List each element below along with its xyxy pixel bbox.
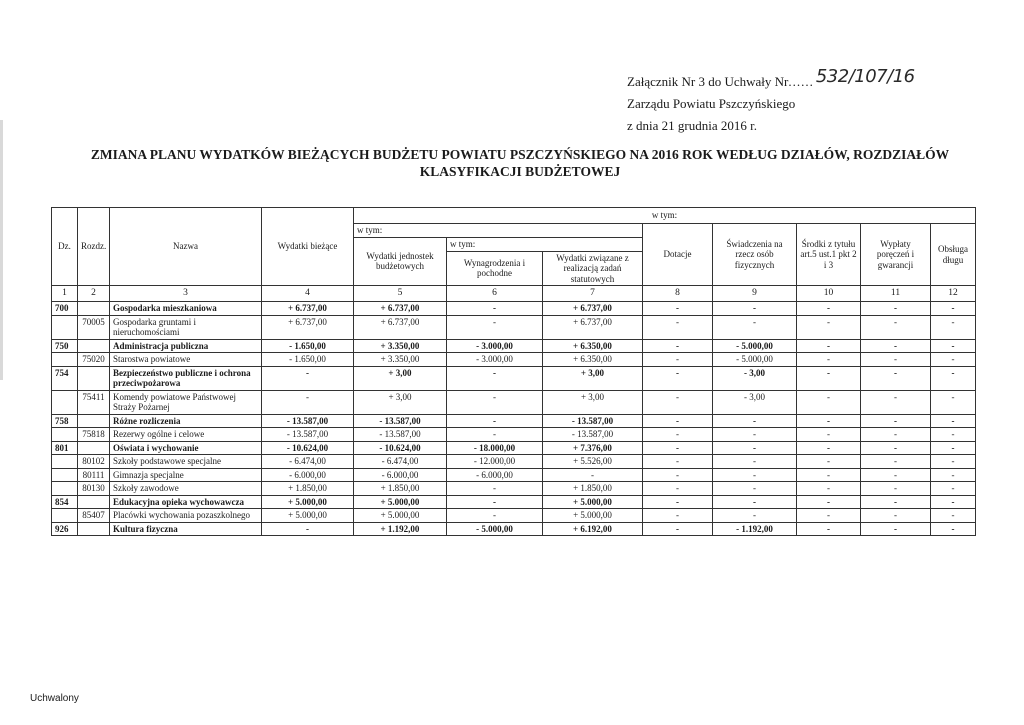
row-value-cell: - [797,414,861,428]
row-value-cell: - 6.474,00 [354,455,447,469]
table-row-section [52,339,976,353]
row-value-cell: - [447,315,543,339]
row-value-cell: - 5.000,00 [713,353,797,367]
row-value-cell: - 6.474,00 [262,455,354,469]
row-dz-cell: 758 [52,414,78,428]
row-rozdz-cell: 80102 [78,455,110,469]
row-value-cell: - [797,366,861,390]
header-rozdz: Rozdz. [78,208,110,286]
row-value-cell: - [643,482,713,496]
table-row-subsection [52,428,976,442]
header-w-tym-mid: w tym: [354,224,643,238]
attachment-board-line: Zarządu Powiatu Pszczyńskiego [627,96,796,111]
row-rozdz-cell [78,339,110,353]
budget-table-body [52,302,976,536]
row-value-cell: - [931,315,976,339]
row-rozdz-cell: 75818 [78,428,110,442]
table-row-section [52,366,976,390]
row-dz-cell: 750 [52,339,78,353]
row-value-cell: + 6.737,00 [354,302,447,316]
footer-status-label: Uchwalony [30,693,79,704]
table-row-subsection [52,455,976,469]
row-value-cell: - [797,390,861,414]
row-value-cell: - [861,428,931,442]
row-value-cell: - 12.000,00 [447,455,543,469]
row-value-cell: - 3.000,00 [447,353,543,367]
row-value-cell: - [861,468,931,482]
row-dz-cell [52,455,78,469]
row-value-cell: - 3.000,00 [447,339,543,353]
row-value-cell: - [447,366,543,390]
table-row-section [52,414,976,428]
header-dotacje: Dotacje [643,224,713,286]
row-value-cell: - [447,390,543,414]
row-rozdz-cell [78,495,110,509]
row-value-cell: - 6.000,00 [262,468,354,482]
row-value-cell: - 5.000,00 [447,522,543,536]
row-name-cell: Administracja publiczna [110,339,262,353]
row-value-cell: - [861,455,931,469]
column-number-cell: 12 [931,286,976,302]
row-name-cell: Szkoły zawodowe [110,482,262,496]
header-nazwa: Nazwa [110,208,262,286]
budget-table-wrapper [51,207,975,536]
row-value-cell: - [447,495,543,509]
row-value-cell: - [861,482,931,496]
row-name-cell: Gospodarka mieszkaniowa [110,302,262,316]
row-value-cell: + 1.192,00 [354,522,447,536]
row-name-cell: Szkoły podstawowe specjalne [110,455,262,469]
row-dz-cell [52,482,78,496]
row-value-cell: - [262,366,354,390]
row-value-cell: + 6.350,00 [543,339,643,353]
header-w-tym-outer: w tym: [354,208,976,224]
table-row-subsection [52,482,976,496]
column-number-cell: 2 [78,286,110,302]
row-rozdz-cell: 75411 [78,390,110,414]
row-value-cell: - [643,455,713,469]
row-value-cell: - [861,366,931,390]
row-value-cell: - [262,390,354,414]
row-rozdz-cell: 85407 [78,509,110,523]
row-value-cell: + 6.737,00 [543,302,643,316]
budget-table [51,207,976,536]
table-row-section [52,495,976,509]
row-value-cell: - [543,468,643,482]
row-value-cell: + 5.000,00 [354,509,447,523]
row-value-cell: - [447,428,543,442]
row-value-cell: - [797,428,861,442]
row-rozdz-cell [78,414,110,428]
header-wydatki-biezace: Wydatki bieżące [262,208,354,286]
row-value-cell: - [931,366,976,390]
column-number-cell: 1 [52,286,78,302]
row-dz-cell: 926 [52,522,78,536]
row-value-cell: - [931,428,976,442]
row-value-cell: + 1.850,00 [354,482,447,496]
row-name-cell: Bezpieczeństwo publiczne i ochrona przeciwpożarowa [110,366,262,390]
row-value-cell: - [643,414,713,428]
row-value-cell: - [861,339,931,353]
row-value-cell: - [797,353,861,367]
row-name-cell: Oświata i wychowanie [110,441,262,455]
row-value-cell: - [931,339,976,353]
row-dz-cell [52,315,78,339]
row-value-cell: + 6.737,00 [262,315,354,339]
row-value-cell: + 1.850,00 [262,482,354,496]
row-value-cell: - 6.000,00 [447,468,543,482]
row-value-cell: + 3,00 [543,366,643,390]
row-value-cell: + 5.526,00 [543,455,643,469]
row-value-cell: - 1.650,00 [262,353,354,367]
row-value-cell: - 13.587,00 [543,428,643,442]
budget-table-header [52,208,976,302]
row-value-cell: - 10.624,00 [354,441,447,455]
row-value-cell: - [797,482,861,496]
row-value-cell: - [643,468,713,482]
row-value-cell: - [643,509,713,523]
table-row-section [52,522,976,536]
row-dz-cell: 854 [52,495,78,509]
header-srodki: Środki z tytułu art.5 ust.1 pkt 2 i 3 [797,224,861,286]
row-value-cell: - [931,509,976,523]
row-value-cell: + 5.000,00 [543,495,643,509]
header-wynagrodzenia: Wynagrodzenia i pochodne [447,251,543,286]
row-value-cell: - [262,522,354,536]
row-name-cell: Rezerwy ogólne i celowe [110,428,262,442]
row-value-cell: - [643,390,713,414]
row-value-cell: + 5.000,00 [262,509,354,523]
row-value-cell: - [931,353,976,367]
row-value-cell: + 3.350,00 [354,353,447,367]
row-value-cell: - 3,00 [713,390,797,414]
row-value-cell: - [861,390,931,414]
row-dz-cell [52,468,78,482]
attachment-resolution-prefix: Załącznik Nr 3 do Uchwały Nr [627,74,789,89]
column-number-cell: 9 [713,286,797,302]
row-value-cell: - [861,315,931,339]
row-dz-cell [52,390,78,414]
row-dz-cell [52,509,78,523]
row-value-cell: - [713,509,797,523]
row-value-cell: - [931,468,976,482]
row-value-cell: - [447,302,543,316]
row-value-cell: - [643,339,713,353]
row-name-cell: Edukacyjna opieka wychowawcza [110,495,262,509]
row-value-cell: + 7.376,00 [543,441,643,455]
row-value-cell: - [643,428,713,442]
row-value-cell: + 5.000,00 [354,495,447,509]
row-value-cell: - [931,441,976,455]
row-value-cell: - [643,353,713,367]
row-rozdz-cell: 80111 [78,468,110,482]
row-value-cell: + 6.737,00 [262,302,354,316]
row-value-cell: - [797,522,861,536]
header-obsluga: Obsługa długu [931,224,976,286]
row-value-cell: - [713,414,797,428]
table-row-section [52,302,976,316]
row-value-cell: - [713,482,797,496]
row-value-cell: - [797,509,861,523]
column-number-cell: 10 [797,286,861,302]
attachment-date-line: z dnia 21 grudnia 2016 r. [627,118,757,133]
row-value-cell: - [797,468,861,482]
row-value-cell: - 13.587,00 [354,414,447,428]
table-row-subsection [52,353,976,367]
row-value-cell: - 13.587,00 [262,428,354,442]
document-title-line-1: ZMIANA PLANU WYDATKÓW BIEŻĄCYCH BUDŻETU POWIATU PSZCZYŃSKIEGO NA 2016 ROK WEDŁUG DZIAŁÓW, ROZDZIAŁÓW [90,147,950,162]
row-rozdz-cell: 75020 [78,353,110,367]
row-value-cell: - [861,353,931,367]
row-value-cell: + 6.737,00 [354,315,447,339]
row-value-cell: - [861,522,931,536]
row-rozdz-cell [78,522,110,536]
row-value-cell: + 5.000,00 [543,509,643,523]
row-value-cell: - [931,302,976,316]
row-value-cell: - [931,522,976,536]
table-row-subsection [52,509,976,523]
row-value-cell: - 1.192,00 [713,522,797,536]
row-value-cell: - [797,315,861,339]
row-value-cell: - [797,455,861,469]
row-value-cell: + 1.850,00 [543,482,643,496]
row-value-cell: - 10.624,00 [262,441,354,455]
table-row-subsection [52,468,976,482]
row-value-cell: - [643,315,713,339]
row-value-cell: + 6.192,00 [543,522,643,536]
row-value-cell: - [797,339,861,353]
header-swiadczenia: Świadczenia na rzecz osób fizycznych [713,224,797,286]
header-wydatki-zwiazane: Wydatki związane z realizacją zadań statutowych [543,251,643,286]
row-value-cell: - [447,509,543,523]
column-number-cell: 5 [354,286,447,302]
attachment-line-1 [627,66,927,93]
row-dz-cell [52,353,78,367]
row-value-cell: - 18.000,00 [447,441,543,455]
header-w-tym-inner: w tym: [447,237,643,251]
row-dz-cell: 700 [52,302,78,316]
row-value-cell: - [861,414,931,428]
row-value-cell: - [797,495,861,509]
row-value-cell: - [643,495,713,509]
row-rozdz-cell: 80130 [78,482,110,496]
row-value-cell: - 13.587,00 [543,414,643,428]
row-value-cell: - [931,414,976,428]
table-row-subsection [52,315,976,339]
column-number-cell: 7 [543,286,643,302]
row-value-cell: + 6.737,00 [543,315,643,339]
row-value-cell: - [861,302,931,316]
row-value-cell: + 3,00 [543,390,643,414]
row-value-cell: - [713,455,797,469]
column-number-row [52,286,976,302]
row-name-cell: Kultura fizyczna [110,522,262,536]
row-value-cell: - [643,441,713,455]
row-rozdz-cell: 70005 [78,315,110,339]
row-value-cell: - 13.587,00 [354,428,447,442]
row-value-cell: - [643,522,713,536]
column-number-cell: 3 [110,286,262,302]
table-row-section [52,441,976,455]
document-title-line-2: KLASYFIKACJI BUDŻETOWEJ [419,164,621,179]
row-value-cell: - [713,315,797,339]
scan-edge-shadow [0,120,3,380]
row-name-cell: Gimnazja specjalne [110,468,262,482]
row-value-cell: - [931,455,976,469]
row-value-cell: - 6.000,00 [354,468,447,482]
row-value-cell: - [931,482,976,496]
row-value-cell: - [861,509,931,523]
row-value-cell: + 3,00 [354,366,447,390]
row-name-cell: Placówki wychowania pozaszkolnego [110,509,262,523]
row-dz-cell [52,428,78,442]
row-value-cell: - [713,428,797,442]
row-value-cell: - [931,495,976,509]
row-value-cell: + 6.350,00 [543,353,643,367]
row-value-cell: - 13.587,00 [262,414,354,428]
row-value-cell: - [447,482,543,496]
row-value-cell: - [713,302,797,316]
row-value-cell: - [643,302,713,316]
row-value-cell: - [643,366,713,390]
column-number-cell: 6 [447,286,543,302]
row-rozdz-cell [78,441,110,455]
row-value-cell: - 3,00 [713,366,797,390]
column-number-cell: 4 [262,286,354,302]
row-value-cell: - [447,414,543,428]
row-value-cell: + 3.350,00 [354,339,447,353]
row-value-cell: + 3,00 [354,390,447,414]
row-value-cell: - [861,441,931,455]
attachment-dots: ...... [788,74,814,89]
header-dz: Dz. [52,208,78,286]
column-number-cell: 11 [861,286,931,302]
header-wydatki-jednostek: Wydatki jednostek budżetowych [354,237,447,286]
handwritten-resolution-number: 532/107/16 [815,66,915,87]
row-value-cell: - [861,495,931,509]
header-wyplaty: Wypłaty poręczeń i gwarancji [861,224,931,286]
row-name-cell: Różne rozliczenia [110,414,262,428]
document-title [60,146,980,180]
row-value-cell: - 1.650,00 [262,339,354,353]
row-value-cell: - [797,441,861,455]
row-value-cell: - [713,468,797,482]
row-value-cell: - 5.000,00 [713,339,797,353]
row-name-cell: Komendy powiatowe Państwowej Straży Pożarnej [110,390,262,414]
row-value-cell: + 5.000,00 [262,495,354,509]
column-number-cell: 8 [643,286,713,302]
row-value-cell: - [797,302,861,316]
row-dz-cell: 754 [52,366,78,390]
attachment-header [627,66,927,137]
row-value-cell: - [931,390,976,414]
row-value-cell: - [713,441,797,455]
row-rozdz-cell [78,302,110,316]
row-rozdz-cell [78,366,110,390]
table-row-subsection [52,390,976,414]
row-name-cell: Gospodarka gruntami i nieruchomościami [110,315,262,339]
row-value-cell: - [713,495,797,509]
row-name-cell: Starostwa powiatowe [110,353,262,367]
row-dz-cell: 801 [52,441,78,455]
